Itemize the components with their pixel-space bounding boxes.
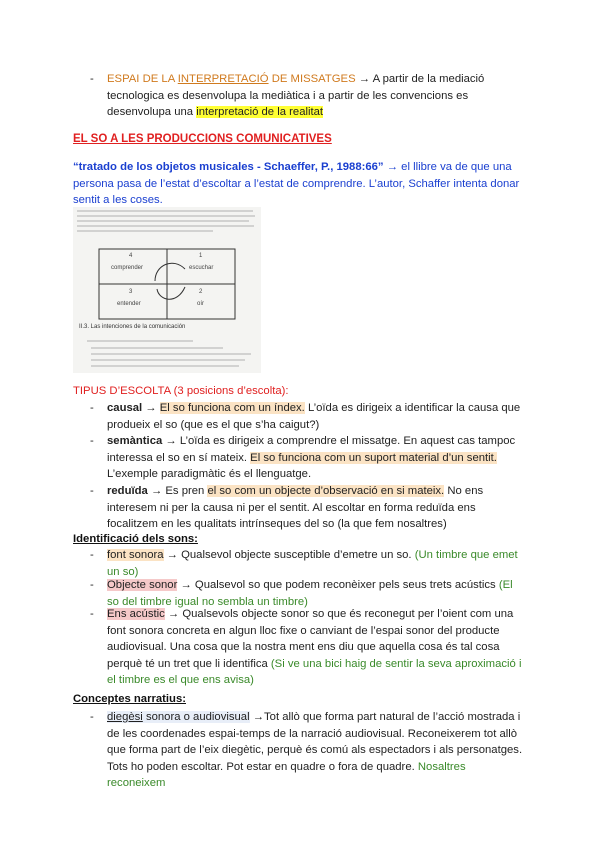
quote-title: “tratado de los objetos musicales - Schaeffer, P., 1988:66” <box>73 161 384 173</box>
list-dash: - <box>90 549 94 561</box>
ident-item-font-sonora: font sonora → Qualsevol objecte susceptible d’emetre un so. (Un timbre que emet un so) <box>107 549 518 578</box>
tipus-item-reduida: reduïda → Es pren el so com un objecte d’observació en si mateix. No ens interesem ni per la causa ni per el sentit. Al escoltar en forma reduïda ens focalitzem en les qualitats intrínseques del so (la que fem nosaltres) <box>107 485 484 530</box>
interpretation-item: ESPAI DE LA INTERPRETACIÓ DE MISSATGES → A partir de la mediació tecnologica es desenvolupa la mediàtica i a partir de les convencions es desenvolupa una interpretació de la realitat <box>107 73 485 118</box>
list-dash: - <box>90 73 94 85</box>
tipus-item-causal: causal → El so funciona com un índex. L’oïda es dirigeix a identificar la causa que produeix el so (que es el que s’ha caigut?) <box>107 402 521 431</box>
figure-cell-escuchar: escuchar <box>189 265 214 271</box>
concepts-item-diegesi: diegèsi sonora o audiovisual →Tot allò que forma part natural de l’acció mostrada i de les coordenades espai-temps de la narració audiovisual. Reconeixerem tot allò que forma part de l’eix diegètic, perquè és comú als espectadors i als personatges. Tots ho poden escoltar. Pot estar en quadre o fora de quadre. Nosaltres reconeixem <box>107 711 523 789</box>
ident-title: Identificació dels sons: <box>73 533 198 545</box>
ident-item-ens-acustic: Ens acústic → Qualsevols objecte sonor so que és reconegut per l’oient com una font sonora concreta en algun lloc fixe o canviant de l’espai sonor del producte audiovisual. Una cosa que la nostra ment ens diu que aquella cosa és tal cosa perquè té un tret que li identifica (Si ve una bici haig de sentir la seva aproximació i el timbre es el que ens avisa) <box>107 608 522 686</box>
scanned-figure-drawing <box>73 207 261 373</box>
list-dash: - <box>90 608 94 620</box>
figure-num-br: 2 <box>199 289 203 295</box>
figure-cell-entender: entender <box>117 301 141 307</box>
figure-caption: II.3. Las intenciones de la comunicación <box>79 324 186 330</box>
figure-cell-comprender: comprender <box>111 265 144 271</box>
figure-num-tr: 1 <box>199 253 203 259</box>
schaeffer-quote: “tratado de los objetos musicales - Schaeffer, P., 1988:66” → el llibre va de que una persona pasa de l’estat d’escoltar a l’estat de comprendre. L’autor, Schaffer intenta donar sentit a les coses. <box>73 161 520 206</box>
tipus-item-semantica: semàntica → L’oïda es dirigeix a comprendre el missatge. En aquest cas tampoc interessa el so en sí mateix. El so funciona com un suport material d’un sentit. L’exemple paradigmàtic és el llenguatge. <box>107 435 516 480</box>
figure-num-tl: 4 <box>129 253 133 259</box>
list-dash: - <box>90 402 94 414</box>
list-dash: - <box>90 579 94 591</box>
highlighted-phrase: interpretació de la realitat <box>196 106 324 118</box>
interpretacio-underlined: INTERPRETACIÓ <box>177 73 269 85</box>
scanned-figure <box>73 207 261 373</box>
figure-num-bl: 3 <box>129 289 133 295</box>
figure-cell-oir: oír <box>197 301 205 307</box>
concepts-title: Conceptes narratius: <box>73 693 186 705</box>
section-title: EL SO A LES PRODUCCIONS COMUNICATIVES <box>73 133 332 145</box>
ident-item-objecte-sonor: Objecte sonor → Qualsevol so que podem reconèixer pels seus trets acústics (El so del timbre igual no sembla un timbre) <box>107 579 513 608</box>
list-dash: - <box>90 711 94 723</box>
list-dash: - <box>90 435 94 447</box>
tipus-title: TIPUS D’ESCOLTA (3 posicions d’escolta): <box>73 385 289 397</box>
list-dash: - <box>90 485 94 497</box>
